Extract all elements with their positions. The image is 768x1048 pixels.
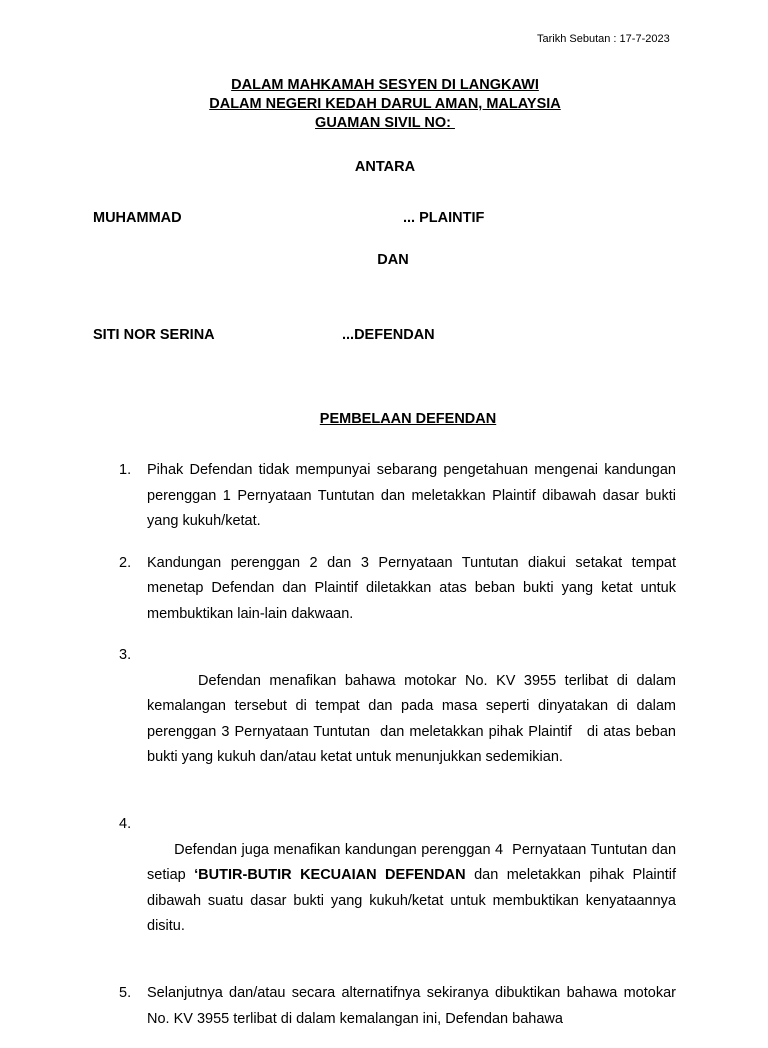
paragraph-number: 3. — [119, 647, 132, 663]
paragraph-4 — [119, 812, 685, 965]
plaintiff-name: MUHAMMAD — [93, 210, 182, 226]
paragraph-text: Kandungan perenggan 2 dan 3 Pernyataan Tuntutan diakui setakat tempat menetap Defendan dan Plaintif diletakkan atas beban bukti yang ketat untuk membuktikan lain-lain dakwaan. — [147, 554, 676, 622]
paragraph-3 — [119, 643, 681, 796]
paragraph-text: Defendan menafikan bahawa motokar No. KV 3955 terlibat di dalam kemalangan tersebut di tempat dan pada masa seperti dinyatakan di dalam perenggan 3 Pernyataan Tuntutan dan meletakkan pihak Plaintif di atas beban bukti yang kukuh dan/atau ketat untuk menunjukkan sedemikian. — [147, 672, 681, 765]
paragraph-text: Selanjutnya dan/atau secara alternatifnya sekiranya dibuktikan bahawa motokar No. KV 3955 terlibat di dalam kemalangan ini, Defendan bahawa — [147, 985, 676, 1027]
paragraph-text: Pihak Defendan tidak mempunyai sebarang pengetahuan mengenai kandungan perenggan 1 Pernyataan Tuntutan dan meletakkan Plaintif dibawah dasar bukti yang kukuh/ketat. — [147, 462, 676, 529]
paragraph-number: 5. — [119, 985, 132, 1001]
paragraph-text-bold: ‘BUTIR-BUTIR KECUAIAN DEFENDAN — [194, 867, 466, 883]
paragraph-number: 1. — [119, 462, 132, 478]
court-heading-line-1: DALAM MAHKAMAH SESYEN DI LANGKAWI — [231, 77, 539, 93]
antara-label: ANTARA — [354, 159, 416, 175]
plaintiff-role: ... PLAINTIF — [403, 210, 485, 226]
defendant-name: SITI NOR SERINA — [93, 327, 215, 343]
defendant-role: ...DEFENDAN — [342, 327, 435, 343]
document-title: PEMBELAAN DEFENDAN — [319, 411, 497, 427]
court-heading — [0, 76, 768, 133]
paragraph-5 — [119, 981, 676, 1032]
paragraph-number: 2. — [119, 554, 132, 571]
paragraph-1 — [119, 458, 676, 535]
reference-date: Tarikh Sebutan : 17-7-2023 — [537, 33, 670, 45]
defence-paragraphs — [119, 458, 685, 1048]
paragraph-text-before: Defendan juga menafikan kandungan perenggan 4 Pernyataan Tuntutan dan setiap — [147, 841, 681, 883]
paragraph-number: 4. — [119, 816, 132, 832]
case-number-line: GUAMAN SIVIL NO: — [315, 115, 455, 131]
dan-label: DAN — [377, 252, 409, 268]
paragraph-2 — [119, 551, 676, 628]
paragraph-text-after: dan meletakkan pihak Plaintif dibawah suatu dasar bukti yang kukuh/ketat untuk membuktikan kenyataannya disitu. — [147, 867, 685, 934]
court-heading-line-2: DALAM NEGERI KEDAH DARUL AMAN, MALAYSIA — [209, 96, 561, 112]
